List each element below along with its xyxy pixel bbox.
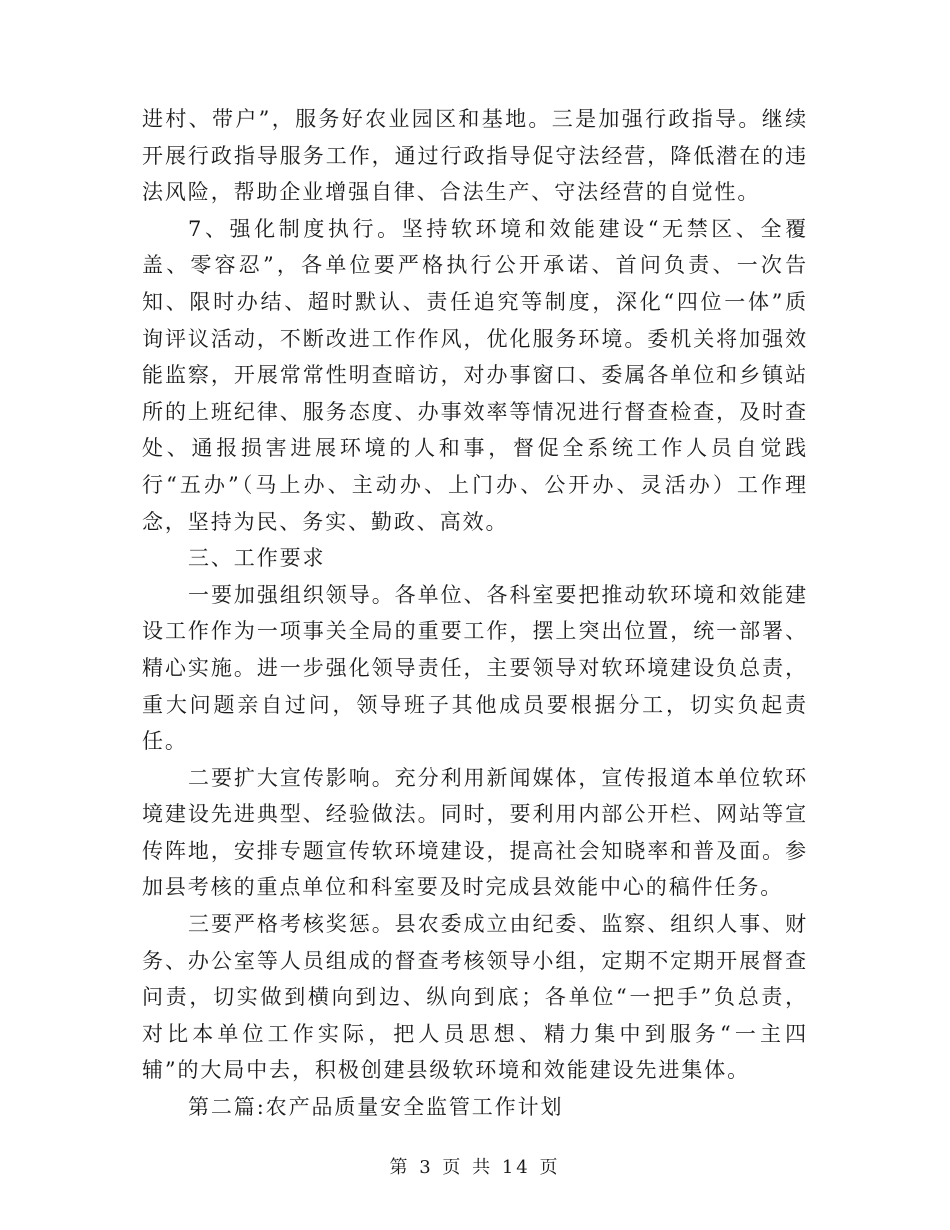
paragraph-assessment: 三要严格考核奖惩。县农委成立由纪委、监察、组织人事、财务、办公室等人员组成的督查考核领导小组，定期不定期开展督查问责，切实做到横向到边、纵向到底；各单位“一把手”负总责，对比本单位工作实际，把人员思想、精力集中到服务“一主四辅”的大局中去，积极创建县级软环境和效能建设先进集体。 (142, 912, 808, 1083)
section-heading-requirements: 三、工作要求 (188, 546, 326, 571)
paragraph-continuation: 进村、带户”，服务好农业园区和基地。三是加强行政指导。继续开展行政指导服务工作，通过行政指导促守法经营，降低潜在的违法风险，帮助企业增强自律、合法生产、守法经营的自觉性。 (142, 107, 808, 205)
document-body (142, 101, 808, 1126)
paragraph-publicity: 二要扩大宣传影响。充分利用新闻媒体，宣传报道本单位软环境建设先进典型、经验做法。同时，要利用内部公开栏、网站等宣传阵地，安排专题宣传软环境建设，提高社会知晓率和普及面。参加县考核的重点单位和科室要及时完成县效能中心的稿件任务。 (142, 765, 808, 900)
paragraph-institution-enforcement: 7、强化制度执行。坚持软环境和效能建设“无禁区、全覆盖、零容忍”，各单位要严格执行公开承诺、首问负责、一次告知、限时办结、超时默认、责任追究等制度，深化“四位一体”质询评议活动，不断改进工作作风，优化服务环境。委机关将加强效能监察，开展常常性明查暗访，对办事窗口、委属各单位和乡镇站所的上班纪律、服务态度、办事效率等情况进行督查检查，及时查处、通报损害进展环境的人和事，督促全系统工作人员自觉践行“五办”（马上办、主动办、上门办、公开办、灵活办）工作理念，坚持为民、务实、勤政、高效。 (142, 216, 808, 534)
chapter-heading-second-article: 第二篇:农产品质量安全监管工作计划 (188, 1095, 564, 1120)
page-number-footer: 第 3 页 共 14 页 (389, 1157, 561, 1178)
paragraph-leadership: 一要加强组织领导。各单位、各科室要把推动软环境和效能建设工作作为一项事关全局的重要工作，摆上突出位置，统一部署、精心实施。进一步强化领导责任，主要领导对软环境建设负总责，重大问题亲自过问，领导班子其他成员要根据分工，切实负起责任。 (142, 582, 808, 754)
